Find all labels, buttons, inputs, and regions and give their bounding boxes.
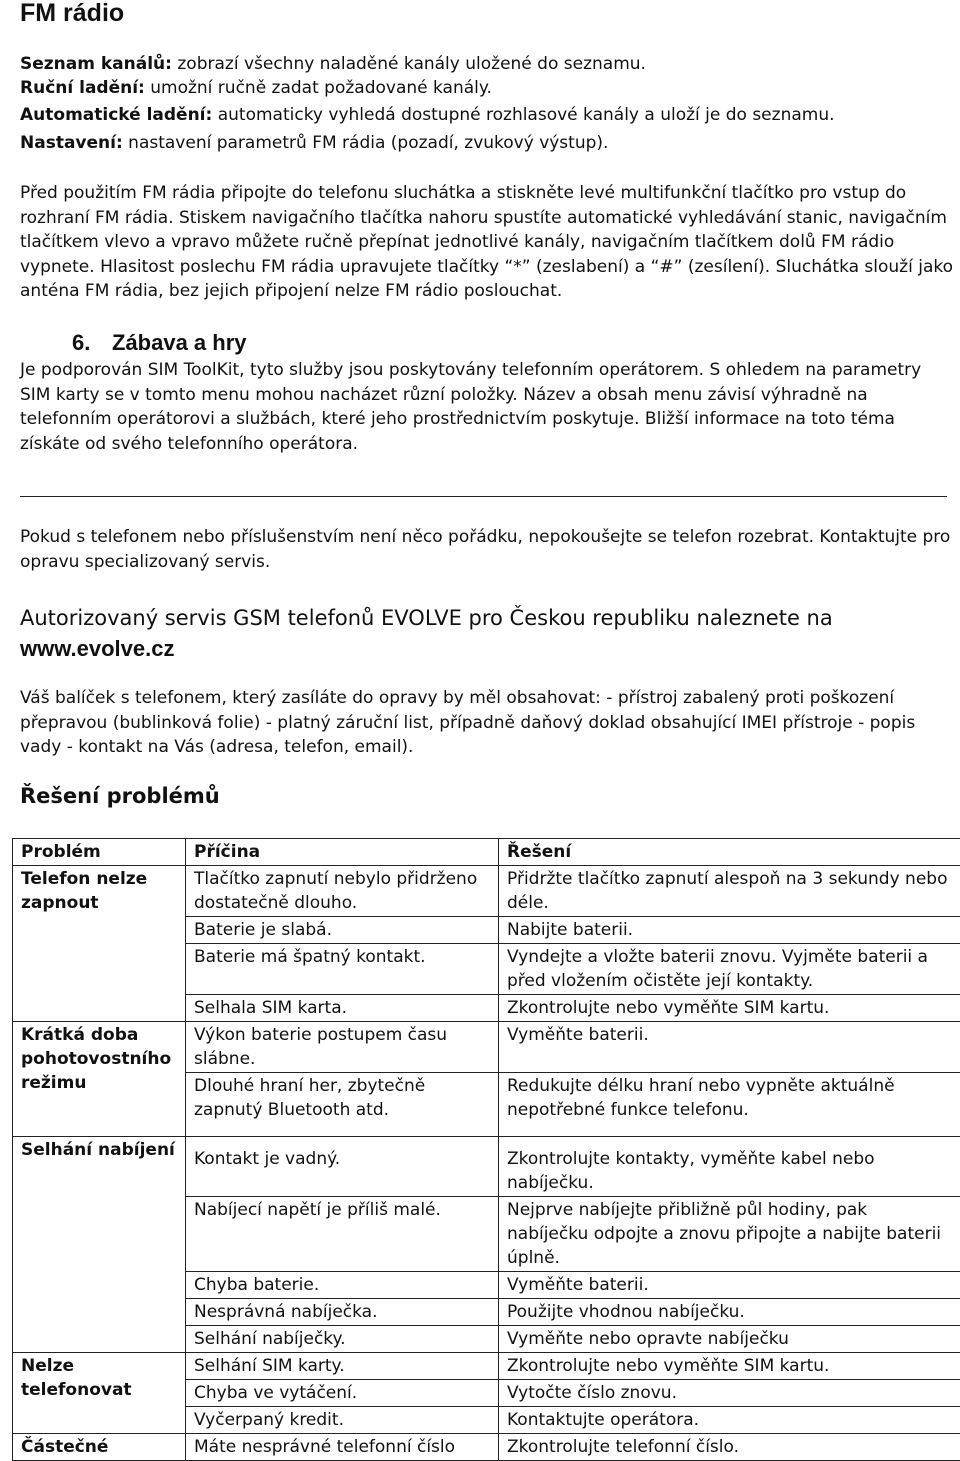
- problem-cell: Nelze telefonovat: [13, 1353, 186, 1434]
- cause-cell: Selhání nabíječky.: [186, 1326, 499, 1353]
- fm-item-term: Seznam kanálů:: [20, 54, 172, 74]
- table-row: [13, 1353, 960, 1380]
- cause-cell: Selhala SIM karta.: [186, 995, 499, 1022]
- header-cause: Příčina: [186, 839, 499, 866]
- cause-cell: Nesprávná nabíječka.: [186, 1299, 499, 1326]
- cause-cell: Máte nesprávné telefonní číslo: [186, 1434, 499, 1461]
- solution-cell: Nabijte baterii.: [499, 917, 960, 944]
- troubleshooting-table: [12, 838, 960, 1461]
- fm-item-desc: umožní ručně zadat požadované kanály.: [145, 78, 492, 98]
- cause-cell: Baterie je slabá.: [186, 917, 499, 944]
- troubleshooting-title: Řešení problémů: [20, 784, 220, 808]
- cause-cell: Chyba baterie.: [186, 1272, 499, 1299]
- solution-cell: Přidržte tlačítko zapnutí alespoň na 3 sekundy nebo déle.: [499, 866, 960, 917]
- fm-item-manual-tuning: [20, 76, 492, 100]
- solution-cell: Vyměňte nebo opravte nabíječku: [499, 1326, 960, 1353]
- fm-item-desc: nastavení parametrů FM rádia (pozadí, zvukový výstup).: [123, 133, 609, 153]
- solution-cell: Vyměňte baterii.: [499, 1272, 960, 1299]
- solution-cell: Vyndejte a vložte baterii znovu. Vyjměte baterii a před vložením očistěte její kontakty.: [499, 944, 960, 995]
- fm-item-settings: [20, 131, 608, 155]
- solution-cell: Nejprve nabíjejte přibližně půl hodiny, pak nabíječku odpojte a znovu připojte a nabijte baterii úplně.: [499, 1197, 960, 1272]
- package-note: Váš balíček s telefonem, který zasíláte do opravy by měl obsahovat: - přístroj zabalený proti poškození přepravou (bublinková folie) - platný záruční list, případně daňový doklad obsahující IMEI přístroje - popis vady - kontakt na Vás (adresa, telefon, email).: [20, 686, 955, 760]
- cause-cell: Nabíjecí napětí je příliš malé.: [186, 1197, 499, 1272]
- solution-cell: Vyměňte baterii.: [499, 1022, 960, 1073]
- cause-cell: Vyčerpaný kredit.: [186, 1407, 499, 1434]
- solution-cell: Redukujte délku hraní nebo vypněte aktuálně nepotřebné funkce telefonu.: [499, 1073, 960, 1137]
- solution-cell: Zkontrolujte nebo vyměňte SIM kartu.: [499, 1353, 960, 1380]
- fm-usage-paragraph: Před použitím FM rádia připojte do telefonu sluchátka a stiskněte levé multifunkční tlačítko pro vstup do rozhraní FM rádia. Stiskem navigačního tlačítka nahoru spustíte automatické vyhledávání stanic, navigačním tlačítkem vlevo a vpravo můžete ručně přepínat jednotlivé kanály, navigačním tlačítkem dolů FM rádio vypnete. Hlasitost poslechu FM rádia upravujete tlačítky “*” (zeslabení) a “#” (zesílení). Sluchátka slouží jako anténa FM rádia, bez jejich připojení nelze FM rádio poslouchat.: [20, 181, 955, 304]
- solution-cell: Zkontrolujte kontakty, vyměňte kabel nebo nabíječku.: [499, 1137, 960, 1197]
- section-heading: [72, 330, 247, 356]
- problem-cell: Částečné: [13, 1434, 186, 1461]
- fm-item-term: Nastavení:: [20, 133, 123, 153]
- problem-cell: Telefon nelze zapnout: [13, 866, 186, 1022]
- table-row: [13, 866, 960, 917]
- horizontal-divider: [20, 496, 947, 497]
- cause-cell: Chyba ve vytáčení.: [186, 1380, 499, 1407]
- solution-cell: Vytočte číslo znovu.: [499, 1380, 960, 1407]
- solution-cell: Zkontrolujte nebo vyměňte SIM kartu.: [499, 995, 960, 1022]
- table-row: [13, 1022, 960, 1073]
- table-header-row: [13, 839, 960, 866]
- cause-cell: Tlačítko zapnutí nebylo přidrženo dostatečně dlouho.: [186, 866, 499, 917]
- cause-cell: Kontakt je vadný.: [186, 1137, 499, 1197]
- fm-item-auto-tuning: [20, 103, 835, 127]
- solution-cell: Kontaktujte operátora.: [499, 1407, 960, 1434]
- cause-cell: Dlouhé hraní her, zbytečně zapnutý Bluetooth atd.: [186, 1073, 499, 1137]
- section-number: 6.: [72, 330, 112, 356]
- cause-cell: Baterie má špatný kontakt.: [186, 944, 499, 995]
- fm-item-term: Ruční ladění:: [20, 78, 145, 98]
- table-row: [13, 1137, 960, 1197]
- solution-cell: Použijte vhodnou nabíječku.: [499, 1299, 960, 1326]
- fm-radio-title: FM rádio: [20, 0, 124, 26]
- table-row: [13, 1434, 960, 1461]
- solution-cell: Zkontrolujte telefonní číslo.: [499, 1434, 960, 1461]
- problem-cell: Krátká doba pohotovostního režimu: [13, 1022, 186, 1137]
- evolve-website-link[interactable]: www.evolve.cz: [20, 634, 174, 664]
- header-solution: Řešení: [499, 839, 960, 866]
- cause-cell: Selhání SIM karty.: [186, 1353, 499, 1380]
- header-problem: Problém: [13, 839, 186, 866]
- service-note: Pokud s telefonem nebo příslušenstvím není něco pořádku, nepokoušejte se telefon rozebrat. Kontaktujte pro opravu specializovaný servis.: [20, 525, 955, 574]
- cause-cell: Výkon baterie postupem času slábne.: [186, 1022, 499, 1073]
- section-title: Zábava a hry: [112, 330, 247, 355]
- problem-cell: Selhání nabíjení: [13, 1137, 186, 1353]
- authorized-service-text: Autorizovaný servis GSM telefonů EVOLVE pro Českou republiku naleznete na: [20, 603, 833, 633]
- fm-item-desc: automaticky vyhledá dostupné rozhlasové kanály a uloží je do seznamu.: [212, 105, 834, 125]
- fm-item-channel-list: [20, 52, 646, 76]
- fm-item-desc: zobrazí všechny naladěné kanály uložené do seznamu.: [172, 54, 646, 74]
- section-text: Je podporován SIM ToolKit, tyto služby jsou poskytovány telefonním operátorem. S ohledem na parametry SIM karty se v tomto menu mohou nacházet různí položky. Název a obsah menu závisí výhradně na telefonním operátorovi a službách, které jeho prostřednictvím poskytuje. Bližší informace na toto téma získáte od svého telefonního operátora.: [20, 358, 955, 456]
- fm-item-term: Automatické ladění:: [20, 105, 212, 125]
